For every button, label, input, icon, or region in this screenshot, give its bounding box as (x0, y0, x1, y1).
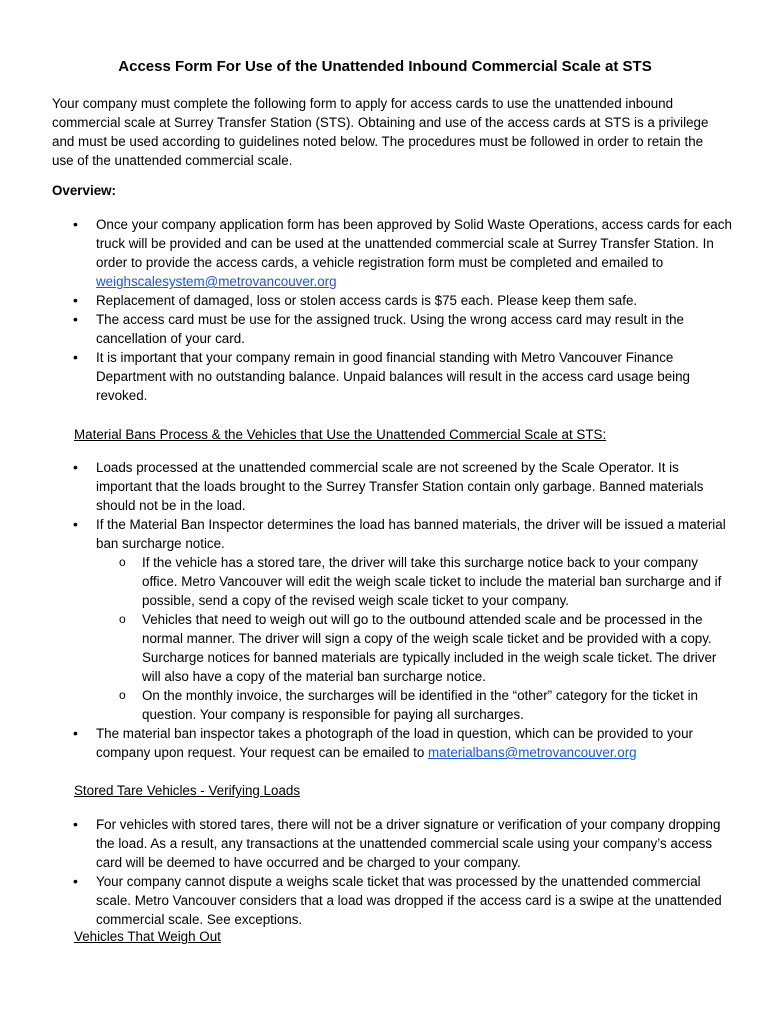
sub-list (96, 553, 732, 724)
list-item: • It is important that your company remain in good financial standing with Metro Vancouver Finance Department with no outstanding balance. Unpaid balances will result in the access card usage being revoked. (52, 348, 732, 405)
list-item-text: The material ban inspector takes a photograph of the load in question, which can be provided to your company upon request. Your request can be emailed to (96, 726, 694, 760)
overview-list (52, 215, 732, 405)
stored-tare-heading: Stored Tare Vehicles - Verifying Loads (74, 783, 301, 798)
material-bans-list (52, 458, 732, 762)
materialbans-email-link[interactable]: materialbans@metrovancouver.org (428, 745, 637, 760)
weigh-out-heading: Vehicles That Weigh Out (74, 929, 221, 944)
list-item-text: If the Material Ban Inspector determines the load has banned materials, the driver will be issued a material ban surcharge notice. (96, 517, 726, 551)
weighscale-email-link[interactable]: weighscalesystem@metrovancouver.org (96, 274, 337, 289)
intro-paragraph: Your company must complete the following form to apply for access cards to use the unattended inbound commercial scale at Surrey Transfer Station (STS). Obtaining and use of the access cards at STS is a privilege and must be used according to guidelines noted below. The procedures must be followed in order to retain the use of the unattended commercial scale. (52, 96, 709, 168)
list-item: • The access card must be use for the assigned truck. Using the wrong access card may result in the cancellation of your card. (52, 310, 732, 348)
sub-list-item: o If the vehicle has a stored tare, the driver will take this surcharge notice back to your company office. Metro Vancouver will edit the weigh scale ticket to include the material ban surcharge and if possible, send a copy of the revised weigh scale ticket to your company. (96, 553, 732, 610)
list-item: • Replacement of damaged, loss or stolen access cards is $75 each. Please keep them safe. (52, 291, 732, 310)
sub-list-item: o Vehicles that need to weigh out will go to the outbound attended scale and be processed in the normal manner. The driver will sign a copy of the weigh scale ticket and be provided with a copy. Surcharge notices for banned materials are typically included in the weigh scale ticket. The driver will also have a copy of the material ban surcharge notice. (96, 610, 732, 686)
list-item: • For vehicles with stored tares, there will not be a driver signature or verification of your company dropping the load. As a result, any transactions at the unattended commercial scale using your company’s access card will be deemed to have occurred and be charged to your company. (52, 815, 732, 872)
list-item: • Loads processed at the unattended commercial scale are not screened by the Scale Operator. It is important that the loads brought to the Surrey Transfer Station contain only garbage. Banned materials should not be in the load. (52, 458, 732, 515)
list-item (52, 215, 732, 291)
material-bans-heading: Material Bans Process & the Vehicles that Use the Unattended Commercial Scale at STS: (74, 427, 607, 442)
page-title: Access Form For Use of the Unattended Inbound Commercial Scale at STS (118, 58, 652, 75)
sub-list-item: o On the monthly invoice, the surcharges will be identified in the “other” category for the ticket in question. Your company is responsible for paying all surcharges. (96, 686, 732, 724)
overview-heading: Overview: (52, 183, 117, 198)
list-item (52, 515, 732, 724)
list-item-text: Once your company application form has been approved by Solid Waste Operations, access cards for each truck will be provided and can be used at the unattended commercial scale at Surrey Transfer Station. In order to provide the access cards, a vehicle registration form must be completed and emailed to (96, 217, 732, 270)
list-item: • Your company cannot dispute a weighs scale ticket that was processed by the unattended commercial scale. Metro Vancouver considers that a load was dropped if the access card is a swipe at the unattended commercial scale. See exceptions. (52, 872, 732, 929)
stored-tare-list (52, 815, 732, 929)
list-item (52, 724, 732, 762)
